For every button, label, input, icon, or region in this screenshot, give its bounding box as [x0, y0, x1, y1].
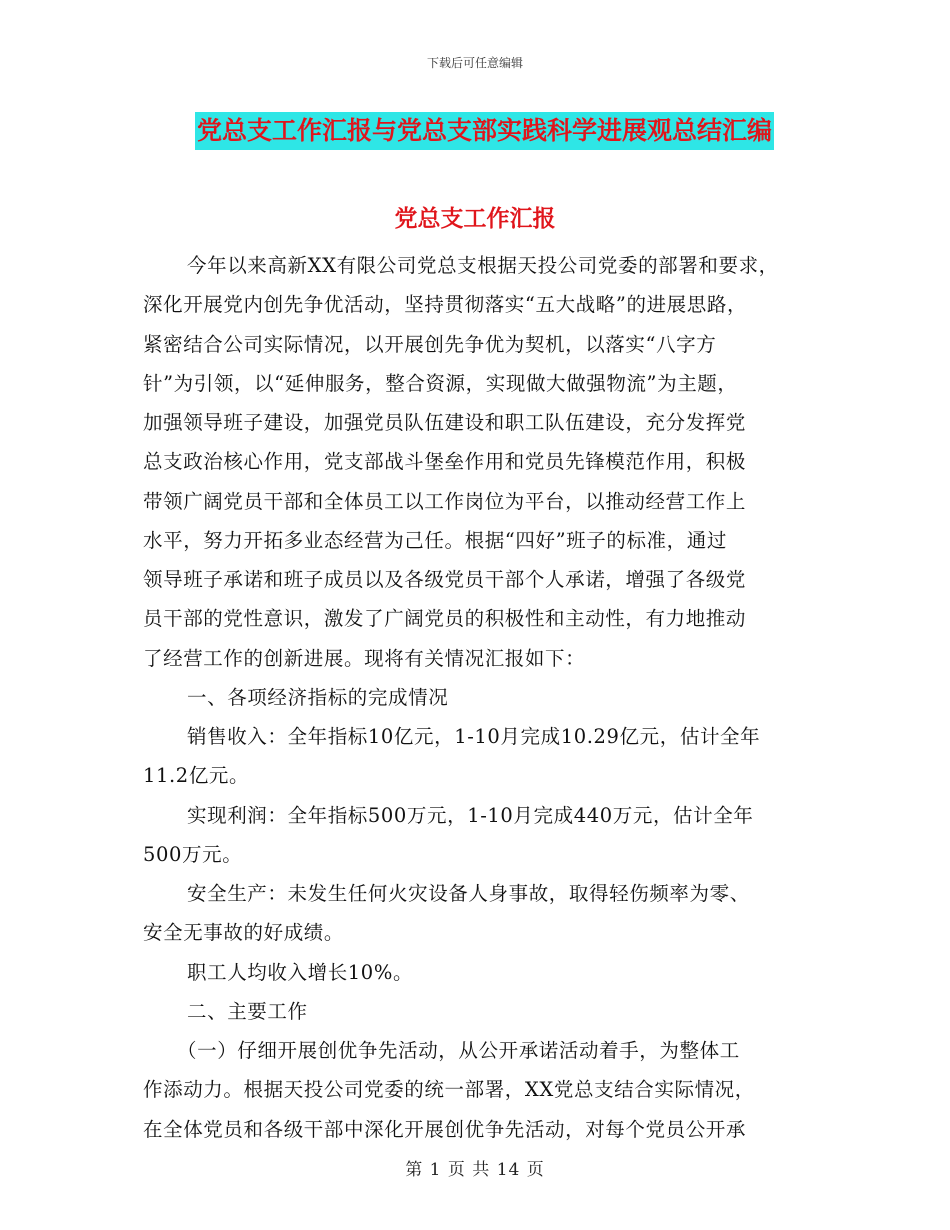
- paragraph-line: 作添动力。根据天投公司党委的统一部署，XX党总支结合实际情况，: [143, 1078, 755, 1102]
- paragraph-line: （一）仔细开展创优争先活动，从公开承诺活动着手，为整体工: [177, 1039, 740, 1062]
- paragraph-line: 加强领导班子建设，加强党员队伍建设和职工队伍建设，充分发挥党: [143, 411, 747, 434]
- paragraph-line: 领导班子承诺和班子成员以及各级党员干部个人承诺，增强了各级党: [143, 568, 747, 591]
- paragraph-line: 安全生产：未发生任何火灾设备人身事故，取得轻伤频率为零、: [187, 882, 750, 905]
- section-title: 党总支工作汇报: [394, 205, 556, 232]
- paragraph-line: 职工人均收入增长10%。: [187, 960, 414, 984]
- paragraph-line: 今年以来高新XX有限公司党总支根据天投公司党委的部署和要求，: [187, 254, 779, 277]
- paragraph-line: 11.2亿元。: [143, 764, 250, 788]
- page-header-note: 下载后可任意编辑: [426, 56, 523, 70]
- body-text: [143, 246, 808, 1149]
- paragraph-line: 水平，努力开拓多业态经营为己任。根据“四好”班子的标准，通过: [143, 528, 727, 552]
- paragraph-line: 实现利润：全年指标500万元，1-10月完成440万元，估计全年: [187, 803, 754, 827]
- paragraph-line: 总支政治核心作用，党支部战斗堡垒作用和党员先锋模范作用，积极: [143, 450, 747, 474]
- paragraph-line: 了经营工作的创新进展。现将有关情况汇报如下：: [143, 646, 586, 670]
- page-number: 第 1 页 共 14 页: [405, 1160, 545, 1180]
- paragraph-line: 深化开展党内创先争优活动，坚持贯彻落实“五大战略”的进展思路，: [143, 293, 748, 317]
- paragraph-line: 员干部的党性意识，激发了广阔党员的积极性和主动性，有力地推动: [143, 607, 747, 631]
- paragraph-line: 在全体党员和各级干部中深化开展创优争先活动，对每个党员公开承: [143, 1117, 747, 1141]
- section-heading: 一、各项经济指标的完成情况: [187, 685, 449, 709]
- section-heading: 二、主要工作: [187, 999, 308, 1023]
- document-title: 党总支工作汇报与党总支部实践科学进展观总结汇编: [195, 112, 774, 150]
- paragraph-line: 500万元。: [143, 842, 243, 866]
- paragraph-line: 带领广阔党员干部和全体员工以工作岗位为平台，以推动经营工作上: [143, 489, 747, 513]
- paragraph-line: 安全无事故的好成绩。: [143, 921, 345, 945]
- paragraph-line: 销售收入：全年指标10亿元，1-10月完成10.29亿元，估计全年: [187, 725, 761, 748]
- paragraph-line: 紧密结合公司实际情况，以开展创先争优为契机，以落实“八字方: [143, 332, 717, 356]
- paragraph-line: 针”为引领，以“延伸服务，整合资源，实现做大做强物流”为主题，: [143, 371, 738, 395]
